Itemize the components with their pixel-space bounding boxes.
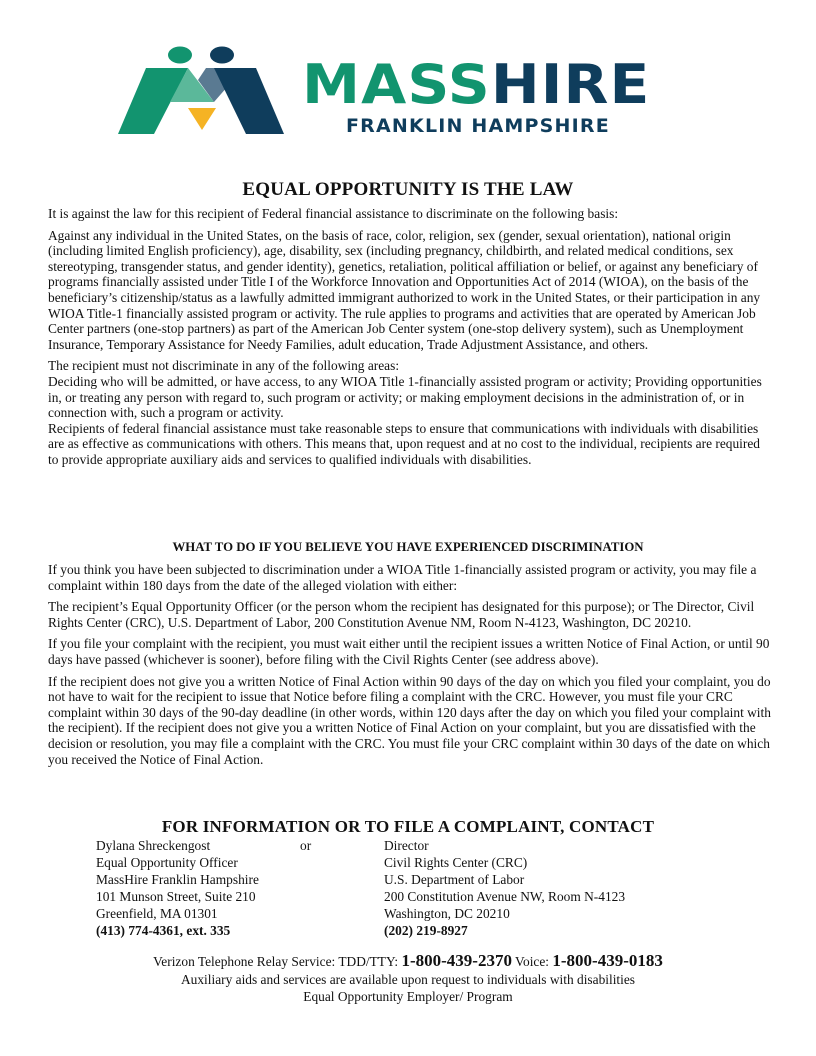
contact-heading: FOR INFORMATION OR TO FILE A COMPLAINT, CONTACT [161, 817, 655, 836]
discrimination-heading: WHAT TO DO IF YOU BELIEVE YOU HAVE EXPERIENCED DISCRIMINATION [172, 540, 644, 554]
relay-service-line [0, 952, 816, 971]
intro-areas-paragraph: Deciding who will be admitted, or have access, to any WIOA Title 1-financially assisted program or activity; Providing opportunities in, or treating any person with regard to, such program or activity; or making employment decisions in the administration of, or in connection with, such a program or activity. [48, 373, 762, 421]
contact-left-title: Equal Opportunity Officer [96, 854, 238, 870]
contact-or-text: or [300, 838, 312, 853]
discrimination-section [48, 562, 772, 767]
intro-disabilities-paragraph: Recipients of federal financial assistance must take reasonable steps to ensure that communications with individuals with disabilities are as effective as communications with others. This means that, upon request and at no cost to the individual, recipients are required to provide appropriate auxiliary aids and services to qualified individuals with disabilities. [48, 420, 760, 467]
intro-areas-lead: The recipient must not discriminate in any of the following areas: [48, 358, 400, 374]
discrimination-p2: The recipient’s Equal Opportunity Officer (or the person whom the recipient has designated for this purpose); or The Director, Civil Rights Center (CRC), U.S. Department of Labor, 200 Constitution Avenue NM, Room N-4123, Washington, DC 20210. [48, 599, 755, 630]
page-title: EQUAL OPPORTUNITY IS THE LAW [242, 179, 574, 200]
discrimination-p1: If you think you have been subjected to discrimination under a WIOA Title 1-financially assisted program or activity, you may file a complaint within 180 days from the date of the alleged violation with either: [48, 562, 757, 593]
contact-right-name: Director [384, 838, 429, 853]
contact-right-phone: (202) 219-8927 [384, 922, 468, 938]
contact-separator [300, 838, 311, 855]
contact-crc [384, 838, 625, 939]
relay-label: Verizon Telephone Relay Service: TDD/TTY: [153, 954, 402, 969]
wordmark-mass: MASS [302, 53, 491, 116]
contact-right-city: Washington, DC 20210 [384, 905, 510, 921]
intro-basis-paragraph: Against any individual in the United States, on the basis of race, color, religion, sex (gender, sexual orientation), national origin (including limited English proficiency), age, disability, sex (including pregnancy, childbirth, and related medical conditions, sex stereotyping, transgender status, and gender identity), genetics, retaliation, political affiliation or belief, or against any beneficiary of programs financially assisted under Title I of the Workforce Innovation and Opportunities Act of 2014 (WIOA), on the basis of the beneficiary’s citizenship/status as a lawfully admitted immigrant authorized to work in the United States, or their participation in any WIOA Title-1 financially assisted program or activity. The rule applies to programs and activities that are operated by American Job Center partners (one-stop partners) as part of the American Job Center system (one-stop delivery system), such as Unemployment Insurance, Temporary Assistance for Needy Families, adult education, Trade Adjustment Assistance, and others. [48, 227, 761, 352]
eeo-line: Equal Opportunity Employer/ Program [303, 989, 513, 1004]
voice-number: 1-800-439-0183 [552, 951, 663, 970]
contact-right-title: Civil Rights Center (CRC) [384, 854, 528, 870]
contact-right-org: U.S. Department of Labor [384, 871, 525, 887]
intro-section [48, 206, 772, 468]
intro-lead: It is against the law for this recipient of Federal financial assistance to discriminate on the following basis: [48, 206, 619, 221]
auxiliary-aids-line: Auxiliary aids and services are available upon request to individuals with disabilities [180, 971, 636, 987]
tty-number: 1-800-439-2370 [401, 951, 512, 970]
contact-right-street: 200 Constitution Avenue NW, Room N-4123 [384, 888, 626, 904]
discrimination-p4: If the recipient does not give you a written Notice of Final Action within 90 days of the day on which you filed your complaint, you do not have to wait for the recipient to issue that Notice before filing a complaint with the CRC. However, you must file your CRC complaint within 30 days of the 90-day deadline (in other words, within 120 days after the day on which you filed your complaint with the recipient). If the recipient does not give you a written Notice of Final Action on your complaint, but you are dissatisfied with the decision or resolution, you may file a complaint with the CRC. You must file your CRC complaint within 30 days of the date on which you received the Notice of Final Action. [48, 673, 771, 767]
masshire-wordmark [302, 53, 698, 138]
contact-left-city: Greenfield, MA 01301 [96, 905, 218, 921]
masshire-logo [118, 44, 698, 136]
contact-left-name: Dylana Shreckengost [96, 838, 211, 853]
wordmark-hire: HIRE [490, 53, 651, 116]
voice-label: Voice: [511, 954, 553, 969]
wordmark-main [302, 53, 651, 116]
contact-left-phone: (413) 774-4361, ext. 335 [96, 922, 231, 938]
masshire-people-icon [118, 44, 284, 136]
footer [0, 952, 816, 1006]
wordmark-subtitle: FRANKLIN HAMPSHIRE [346, 115, 610, 137]
contact-left-street: 101 Munson Street, Suite 210 [96, 888, 256, 904]
contact-left-org: MassHire Franklin Hampshire [96, 871, 259, 887]
contact-eo-officer [96, 838, 259, 939]
discrimination-p3: If you file your complaint with the recipient, you must wait either until the recipient issues a written Notice of Final Action, or until 90 days have passed (whichever is sooner), before filing with the Civil Rights Center (see address above). [48, 636, 770, 667]
